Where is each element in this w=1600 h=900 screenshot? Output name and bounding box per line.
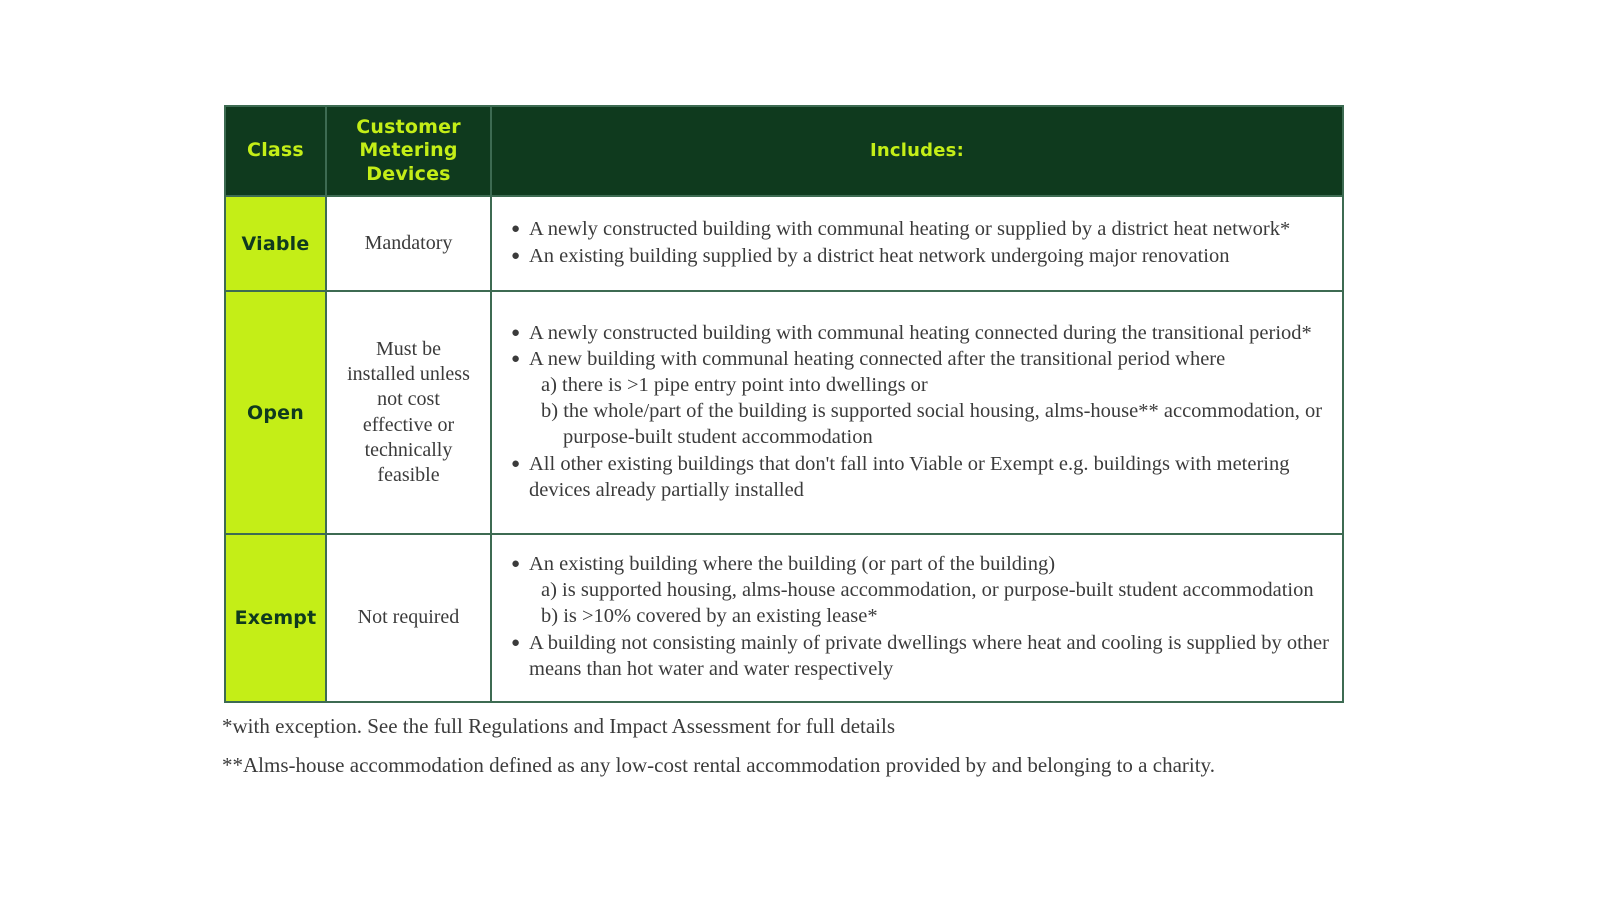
cell-includes-exempt bbox=[491, 534, 1343, 702]
bullet-icon: ● bbox=[511, 324, 521, 341]
bullet-icon: ● bbox=[511, 220, 521, 237]
bullet-icon: ● bbox=[511, 351, 521, 368]
cell-class-viable: Viable bbox=[225, 196, 326, 291]
sub-list-item: b) is >10% covered by an existing lease* bbox=[541, 605, 878, 628]
cell-includes-open bbox=[491, 291, 1343, 534]
table-header-row bbox=[225, 106, 1343, 196]
includes-bullet-list bbox=[502, 217, 1332, 270]
list-item bbox=[502, 217, 1332, 243]
table-row bbox=[225, 534, 1343, 702]
sub-list bbox=[529, 578, 1332, 630]
footnote-single-asterisk: *with exception. See the full Regulations and Impact Assessment for full details bbox=[222, 714, 896, 738]
sub-list-item: b) the whole/part of the building is supported social housing, alms-house** accommodation, or purpose-built student accommodation bbox=[541, 400, 1323, 448]
includes-bullet-list bbox=[502, 552, 1332, 682]
sub-list bbox=[529, 373, 1332, 450]
table-row bbox=[225, 291, 1343, 534]
list-item bbox=[502, 347, 1332, 450]
list-item-text: A newly constructed building with communal heating connected during the transitional period* bbox=[529, 321, 1312, 344]
sub-list-item: a) is supported housing, alms-house accommodation, or purpose-built student accommodation bbox=[541, 579, 1314, 602]
list-item-text: An existing building where the building (or part of the building) bbox=[529, 553, 1056, 576]
bullet-icon: ● bbox=[511, 556, 521, 573]
cell-devices-viable: Mandatory bbox=[326, 196, 491, 291]
list-item bbox=[502, 452, 1332, 504]
column-header-customer-metering-devices: Customer Metering Devices bbox=[326, 106, 491, 196]
list-item bbox=[502, 631, 1332, 683]
cell-devices-open: Must be installed unless not cost effective or technically feasible bbox=[326, 291, 491, 534]
list-item-text: All other existing buildings that don't fall into Viable or Exempt e.g. buildings with metering devices already partially installed bbox=[529, 452, 1290, 501]
bullet-icon: ● bbox=[511, 634, 521, 651]
sub-list-item: a) there is >1 pipe entry point into dwellings or bbox=[541, 374, 928, 397]
column-header-includes: Includes: bbox=[491, 106, 1343, 196]
footnotes bbox=[222, 716, 1422, 794]
list-item-text: A new building with communal heating connected after the transitional period where bbox=[529, 348, 1226, 371]
list-item-text: An existing building supplied by a district heat network undergoing major renovation bbox=[529, 244, 1230, 267]
list-item bbox=[502, 244, 1332, 270]
bullet-icon: ● bbox=[511, 247, 521, 264]
list-item bbox=[502, 552, 1332, 629]
includes-bullet-list bbox=[502, 321, 1332, 504]
column-header-class: Class bbox=[225, 106, 326, 196]
table-body bbox=[225, 196, 1343, 702]
list-item-text: A newly constructed building with communal heating or supplied by a district heat network* bbox=[529, 217, 1291, 240]
list-item-text: A building not consisting mainly of private dwellings where heat and cooling is supplied by other means than hot water and water respectively bbox=[529, 631, 1329, 680]
cell-class-exempt: Exempt bbox=[225, 534, 326, 702]
cell-class-open: Open bbox=[225, 291, 326, 534]
cell-includes-viable bbox=[491, 196, 1343, 291]
heat-network-metering-classification-table bbox=[224, 105, 1344, 703]
bullet-icon: ● bbox=[511, 455, 521, 472]
table-header bbox=[225, 106, 1343, 196]
table-row bbox=[225, 196, 1343, 291]
footnote-double-asterisk: **Alms-house accommodation defined as any low-cost rental accommodation provided by and belonging to a charity. bbox=[222, 753, 1215, 777]
list-item bbox=[502, 321, 1332, 347]
cell-devices-exempt: Not required bbox=[326, 534, 491, 702]
